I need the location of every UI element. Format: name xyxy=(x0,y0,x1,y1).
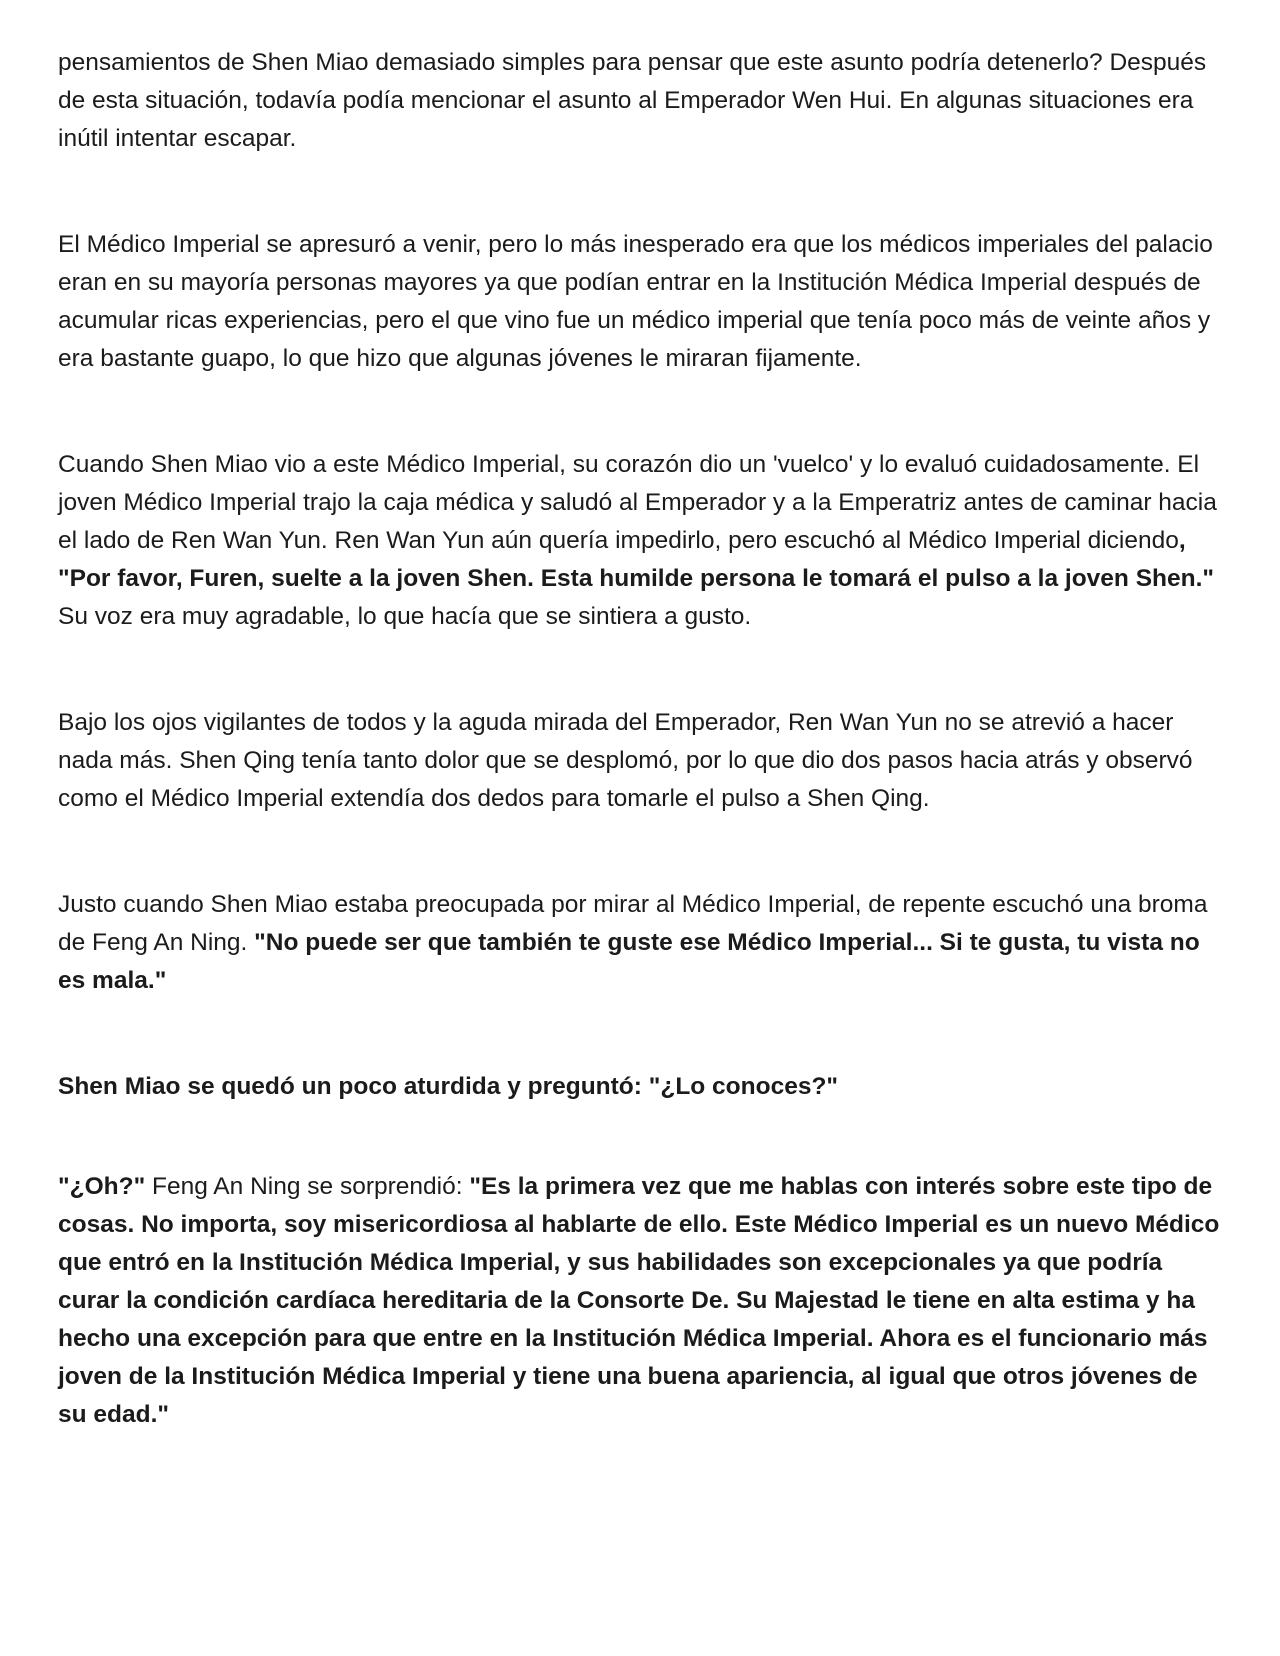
bold-dialogue: , "Por favor, Furen, suelte a la joven Shen. Esta humilde persona le tomará el pulso a la joven Shen." xyxy=(58,527,1215,592)
text-segment: Bajo los ojos vigilantes de todos y la aguda mirada del Emperador, Ren Wan Yun no se atrevió a hacer nada más. Shen Qing tenía tanto dolor que se desplomó, por lo que dio dos pasos hacia atrás y observó como el Médico Imperial extendía dos dedos para tomarle el pulso a Shen Qing. xyxy=(58,709,1193,812)
paragraph-4 xyxy=(58,704,1228,818)
paragraph-3 xyxy=(58,446,1228,636)
bold-dialogue: "Es la primera vez que me hablas con interés sobre este tipo de cosas. No importa, soy misericordiosa al hablarte de ello. Este Médico Imperial es un nuevo Médico que entró en la Institución Médica Imperial, y sus habilidades son excepcionales ya que podría curar la condición cardíaca hereditaria de la Consorte De. Su Majestad le tiene en alta estima y ha hecho una excepción para que entre en la Institución Médica Imperial. Ahora es el funcionario más joven de la Institución Médica Imperial y tiene una buena apariencia, al igual que otros jóvenes de su edad." xyxy=(58,1173,1220,1428)
text-segment: Feng An Ning se sorprendió: xyxy=(145,1173,470,1200)
text-segment: pensamientos de Shen Miao demasiado simples para pensar que este asunto podría detenerlo? Después de esta situación, todavía podía mencionar el asunto al Emperador Wen Hui. En algunas situaciones era inútil intentar escapar. xyxy=(58,49,1207,152)
text-segment: El Médico Imperial se apresuró a venir, pero lo más inesperado era que los médicos imperiales del palacio eran en su mayoría personas mayores ya que podían entrar en la Institución Médica Imperial después de acumular ricas experiencias, pero el que vino fue un médico imperial que tenía poco más de veinte años y era bastante guapo, lo que hizo que algunas jóvenes le miraran fijamente. xyxy=(58,231,1213,372)
paragraph-2 xyxy=(58,226,1228,378)
bold-dialogue: Shen Miao se quedó un poco aturdida y preguntó: "¿Lo conoces?" xyxy=(58,1073,839,1100)
text-segment: Cuando Shen Miao vio a este Médico Imperial, su corazón dio un 'vuelco' y lo evaluó cuidadosamente. El joven Médico Imperial trajo la caja médica y saludó al Emperador y a la Emperatriz antes de caminar hacia el lado de Ren Wan Yun. Ren Wan Yun aún quería impedirlo, pero escuchó al Médico Imperial diciendo xyxy=(58,451,1217,554)
bold-dialogue: "¿Oh?" xyxy=(58,1173,146,1200)
paragraph-7 xyxy=(58,1168,1228,1434)
paragraph-5 xyxy=(58,886,1228,1000)
document-page xyxy=(58,44,1228,1502)
text-segment: Justo cuando Shen Miao estaba preocupada por mirar al Médico Imperial, de repente escuchó una broma de Feng An Ning. xyxy=(58,891,1208,956)
paragraph-6 xyxy=(58,1068,1228,1106)
paragraph-1 xyxy=(58,44,1228,158)
bold-dialogue: "No puede ser que también te guste ese Médico Imperial... Si te gusta, tu vista no es mala." xyxy=(58,929,1200,994)
text-segment: Su voz era muy agradable, lo que hacía que se sintiera a gusto. xyxy=(58,603,752,630)
